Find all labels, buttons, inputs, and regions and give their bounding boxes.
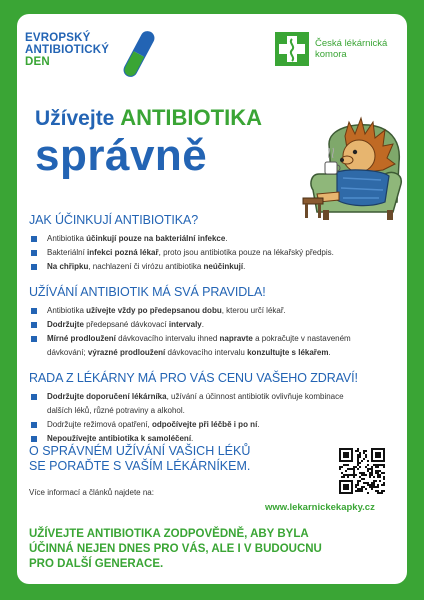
bullet-text: Antibiotika <box>47 306 87 315</box>
bullet-item <box>29 232 401 246</box>
bullet-text: Dodržujte režimová opatření, <box>47 420 152 429</box>
emphasis-text: Dodržujte <box>47 320 84 329</box>
bullet-text: . <box>243 262 246 271</box>
emphasis-text: Dodržujte doporučení lékárníka <box>47 392 167 401</box>
bullet-text: dávkování; <box>47 348 88 357</box>
bullet-item <box>29 260 401 274</box>
emphasis-text: Mírné prodloužení <box>47 334 116 343</box>
closing-line-2: ÚČINNÁ NEJEN DNES PRO VÁS, ALE I V BUDOUCNU <box>29 543 322 555</box>
closing-line-3: PRO DALŠÍ GENERACE. <box>29 558 164 570</box>
eu-antibiotic-day-logo <box>25 32 185 90</box>
more-info-text: Více informací a článků najdete na: <box>29 488 154 497</box>
bullet-text: , užívání a účinnost antibiotik ovlivňuje kombinace <box>166 392 344 401</box>
section-title: JAK ÚČINKUJÍ ANTIBIOTIKA? <box>29 213 199 227</box>
consult-pharmacist-text <box>29 444 319 474</box>
bullet-item <box>29 418 401 432</box>
bullet-list <box>29 304 401 360</box>
chamber-name-line-2: komora <box>315 49 347 60</box>
headline-line-2: správně <box>35 131 208 180</box>
bullet-list <box>29 232 401 274</box>
eu-logo-line-3: DEN <box>25 56 50 68</box>
emphasis-text: konzultujte s lékařem <box>247 348 329 357</box>
emphasis-text: účinkují pouze na bakteriální infekce <box>86 234 226 243</box>
chamber-name-line-1: Česká lékárnická <box>315 38 388 49</box>
bullet-text: dávkovacího intervalu <box>165 348 248 357</box>
emphasis-text: odpočívejte při léčbě i po ní <box>151 420 258 429</box>
bullet-text: Bakteriální <box>47 248 88 257</box>
section-usage-rules <box>29 285 401 360</box>
emphasis-text: napravte <box>219 334 253 343</box>
bullet-text: . <box>328 348 331 357</box>
bullet-text: , nachlazení či virózu antibiotika <box>88 262 204 271</box>
bullet-item-continuation <box>47 346 401 360</box>
bullet-text: Antibiotika <box>47 234 87 243</box>
poster-sheet <box>17 14 407 584</box>
consult-line-2: SE PORAĎTE S VAŠÍM LÉKÁRNÍKEM. <box>29 459 251 473</box>
bullet-list <box>29 390 401 446</box>
eu-logo-line-1: EVROPSKÝ <box>25 32 91 44</box>
qr-code-icon[interactable] <box>339 448 385 494</box>
pharmacy-cross-icon <box>275 32 309 66</box>
closing-line-1: UŽÍVEJTE ANTIBIOTIKA ZODPOVĚDNĚ, ABY BYLA <box>29 528 309 540</box>
emphasis-text: užívejte vždy po předepsanou dobu <box>86 306 222 315</box>
emphasis-text: intervaly <box>168 320 202 329</box>
capsule-icon <box>123 26 155 82</box>
website-link[interactable]: www.lekarnickekapky.cz <box>265 502 375 513</box>
bullet-text: . <box>257 420 260 429</box>
bullet-text: . <box>225 234 228 243</box>
emphasis-text: Na chřipku <box>47 262 89 271</box>
emphasis-text: výrazné prodloužení <box>87 348 166 357</box>
pharmacists-chamber-logo <box>275 32 403 72</box>
bullet-item <box>29 246 401 260</box>
bullet-item <box>29 318 401 332</box>
bullet-text: . <box>201 320 204 329</box>
closing-message <box>29 527 395 572</box>
headline <box>35 106 262 179</box>
section-title: UŽÍVÁNÍ ANTIBIOTIK MÁ SVÁ PRAVIDLA! <box>29 285 266 299</box>
emphasis-text: neúčinkují <box>203 262 244 271</box>
emphasis-text: infekci pozná lékař <box>87 248 159 257</box>
section-pharmacy-advice <box>29 371 401 446</box>
hedgehog-armchair-illustration <box>289 114 407 224</box>
bullet-item <box>29 390 401 418</box>
section-how-antibiotics-work <box>29 213 401 274</box>
bullet-text: , kterou určí lékař. <box>221 306 286 315</box>
bullet-text: dávkovacího intervalu ihned <box>115 334 220 343</box>
bullet-text: , proto jsou antibiotika pouze na lékařský předpis. <box>158 248 334 257</box>
eu-antibiotic-day-text <box>25 32 109 68</box>
bullet-text: předepsané dávkovací <box>83 320 169 329</box>
bullet-item <box>29 332 401 360</box>
bullet-text: a pokračujte v nastaveném <box>252 334 351 343</box>
bullet-text: . <box>191 434 194 443</box>
bullet-item <box>29 304 401 318</box>
chamber-name <box>315 38 387 60</box>
section-title: RADA Z LÉKÁRNY MÁ PRO VÁS CENU VAŠEHO ZDRAVÍ! <box>29 371 358 385</box>
bullet-item-continuation <box>47 404 401 418</box>
emphasis-text: Nepoužívejte antibiotika k samoléčení <box>47 434 192 443</box>
headline-prefix: Užívejte <box>35 107 115 130</box>
headline-accent: ANTIBIOTIKA <box>120 105 262 130</box>
headline-line-1 <box>35 106 262 131</box>
consult-line-1: O SPRÁVNÉM UŽÍVÁNÍ VAŠICH LÉKŮ <box>29 444 251 458</box>
eu-logo-line-2: ANTIBIOTICKÝ <box>25 44 110 56</box>
bullet-text: dalších léků, různé potraviny a alkohol. <box>47 406 185 415</box>
